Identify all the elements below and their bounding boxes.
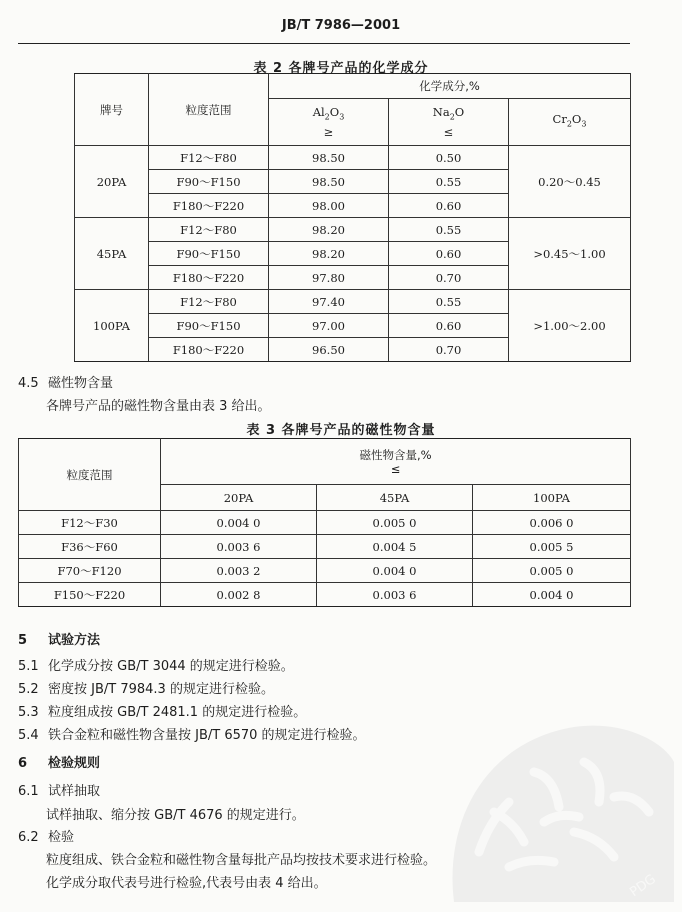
section-6-1-heading: 6.1 试样抽取: [18, 784, 101, 799]
na2o-cell: 0.55: [389, 218, 509, 242]
table-row: [19, 583, 631, 607]
page-header: JB/T 7986—2001: [281, 18, 401, 33]
grit-cell: F36～F60: [19, 535, 161, 559]
al2o3-cell: 98.20: [269, 242, 389, 266]
magnetic-value-cell: 0.005 0: [317, 511, 473, 535]
table2-header-chem: 化学成分,%: [269, 74, 631, 99]
grit-cell: F180～F220: [149, 194, 269, 218]
cr2o3-cell: >0.45～1.00: [509, 218, 631, 290]
grade-header-cell: 100PA: [473, 485, 631, 511]
na2o-cell: 0.60: [389, 242, 509, 266]
table2-chemical-composition: [74, 73, 631, 362]
al2o3-cell: 97.00: [269, 314, 389, 338]
grade-cell: 45PA: [75, 218, 149, 290]
grit-cell: F90～F150: [149, 242, 269, 266]
magnetic-value-cell: 0.006 0: [473, 511, 631, 535]
magnetic-value-cell: 0.003 6: [161, 535, 317, 559]
magnetic-value-cell: 0.004 0: [473, 583, 631, 607]
table-row: [19, 535, 631, 559]
magnetic-value-cell: 0.004 0: [161, 511, 317, 535]
section-6-2-text-2: 化学成分取代表号进行检验,代表号由表 4 给出。: [46, 876, 327, 891]
grit-cell: F70～F120: [19, 559, 161, 583]
section-4-5-text: 各牌号产品的磁性物含量由表 3 给出。: [46, 399, 271, 414]
grit-cell: F90～F150: [149, 170, 269, 194]
table3-header-mag: 磁性物含量,% ≤: [161, 439, 631, 485]
al2o3-cell: 97.80: [269, 266, 389, 290]
grit-cell: F150～F220: [19, 583, 161, 607]
table2-caption: 表 2 各牌号产品的化学成分: [253, 61, 429, 76]
item-number: 5.2: [18, 682, 39, 697]
section-5-item: [18, 724, 366, 743]
grit-cell: F12～F30: [19, 511, 161, 535]
section-6-heading: 6 检验规则: [18, 756, 101, 771]
table2-header-al2o3: $Al_2O_3$ ≥: [269, 99, 389, 146]
table2-header-na2o: $Na_2O$ ≤: [389, 99, 509, 146]
cr2o3-cell: >1.00～2.00: [509, 290, 631, 362]
watermark-text: PDG: [627, 871, 659, 901]
item-number: 5.4: [18, 728, 39, 743]
item-number: 5.3: [18, 705, 39, 720]
section-5-item: [18, 678, 274, 697]
item-text: 铁合金粒和磁性物含量按 JB/T 6570 的规定进行检验。: [48, 728, 366, 743]
cr2o3-cell: 0.20～0.45: [509, 146, 631, 218]
na2o-cell: 0.70: [389, 338, 509, 362]
na2o-cell: 0.60: [389, 314, 509, 338]
al2o3-cell: 98.50: [269, 170, 389, 194]
al2o3-cell: 98.50: [269, 146, 389, 170]
magnetic-value-cell: 0.002 8: [161, 583, 317, 607]
section-5-heading: 5 试验方法: [18, 633, 101, 648]
item-text: 化学成分按 GB/T 3044 的规定进行检验。: [48, 659, 294, 674]
al2o3-cell: 97.40: [269, 290, 389, 314]
section-4-5-heading: 4.5 磁性物含量: [18, 376, 114, 391]
table2-header-cr2o3: $Cr_2O_3$: [509, 99, 631, 146]
al2o3-cell: 96.50: [269, 338, 389, 362]
table2-header-grade: 牌号: [75, 74, 149, 146]
grit-cell: F12～F80: [149, 146, 269, 170]
table-row: [75, 146, 631, 170]
table-row: [19, 559, 631, 583]
header-rule: [18, 43, 630, 44]
grit-cell: F90～F150: [149, 314, 269, 338]
grade-cell: 20PA: [75, 146, 149, 218]
table-row: [19, 511, 631, 535]
section-6-2-heading: 6.2 检验: [18, 830, 75, 845]
magnetic-value-cell: 0.004 0: [317, 559, 473, 583]
magnetic-value-cell: 0.005 0: [473, 559, 631, 583]
grade-cell: 100PA: [75, 290, 149, 362]
section-5-item: [18, 701, 306, 720]
watermark-seal: [424, 702, 674, 902]
al2o3-cell: 98.20: [269, 218, 389, 242]
grit-cell: F12～F80: [149, 290, 269, 314]
grit-cell: F180～F220: [149, 266, 269, 290]
na2o-cell: 0.70: [389, 266, 509, 290]
al2o3-cell: 98.00: [269, 194, 389, 218]
na2o-cell: 0.60: [389, 194, 509, 218]
item-text: 密度按 JB/T 7984.3 的规定进行检验。: [48, 682, 274, 697]
magnetic-value-cell: 0.003 2: [161, 559, 317, 583]
section-6-2-text-1: 粒度组成、铁合金粒和磁性物含量每批产品均按技术要求进行检验。: [46, 853, 437, 868]
na2o-cell: 0.55: [389, 290, 509, 314]
na2o-cell: 0.55: [389, 170, 509, 194]
item-number: 5.1: [18, 659, 39, 674]
table-row: [75, 218, 631, 242]
magnetic-value-cell: 0.003 6: [317, 583, 473, 607]
section-5-item: [18, 655, 294, 674]
table3-magnetic-content: [18, 438, 631, 607]
table3-header-grit: 粒度范围: [19, 439, 161, 511]
grit-cell: F180～F220: [149, 338, 269, 362]
na2o-cell: 0.50: [389, 146, 509, 170]
grade-header-cell: 20PA: [161, 485, 317, 511]
table3-caption: 表 3 各牌号产品的磁性物含量: [246, 423, 436, 438]
grade-header-cell: 45PA: [317, 485, 473, 511]
magnetic-value-cell: 0.004 5: [317, 535, 473, 559]
table2-header-grit: 粒度范围: [149, 74, 269, 146]
grit-cell: F12～F80: [149, 218, 269, 242]
item-text: 粒度组成按 GB/T 2481.1 的规定进行检验。: [48, 705, 307, 720]
section-6-1-text: 试样抽取、缩分按 GB/T 4676 的规定进行。: [46, 808, 305, 823]
table-row: [75, 290, 631, 314]
magnetic-value-cell: 0.005 5: [473, 535, 631, 559]
